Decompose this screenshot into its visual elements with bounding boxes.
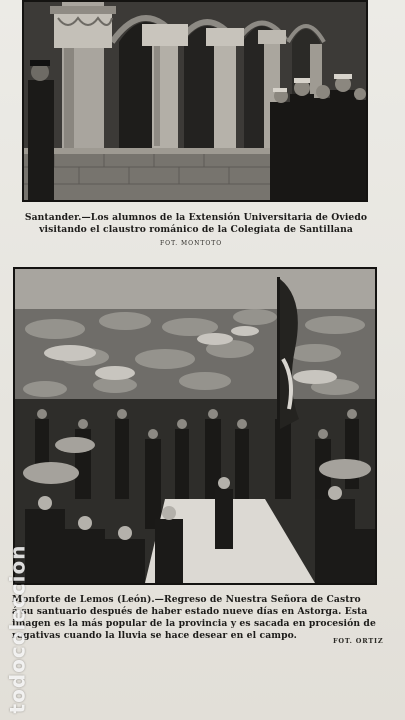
bottom-caption-line-4: rogativas cuando la lluvia se hace desear en el campo.	[12, 630, 297, 641]
top-photo-credit: FOT. MONTOTO	[160, 240, 223, 247]
bottom-caption-line-1: Monforte de Lemos (León).—Regreso de Nuestra Señora de Castro	[12, 594, 361, 605]
top-caption-line-1: Santander.—Los alumnos de la Extensión Universitaria de Oviedo	[24, 212, 368, 223]
watermark	[5, 544, 30, 714]
bottom-caption-line-3: imagen es la más popular de la provincia y es sacada en procesión de	[12, 618, 376, 629]
bottom-caption	[12, 594, 384, 642]
top-caption-line-2: visitando el claustro románico de la Colegiata de Santillana	[39, 224, 353, 235]
procession-photo	[13, 267, 377, 585]
bottom-caption-line-2: á su santuario después de haber estado nueve días en Astorga. Esta	[12, 606, 368, 617]
procession-illustration	[15, 269, 375, 583]
bottom-photo-credit: FOT. ORTIZ	[333, 637, 384, 645]
top-caption	[16, 212, 376, 236]
watermark-text: todocoleccion	[5, 544, 30, 714]
cloister-photo	[22, 0, 368, 202]
cloister-illustration	[24, 2, 366, 200]
